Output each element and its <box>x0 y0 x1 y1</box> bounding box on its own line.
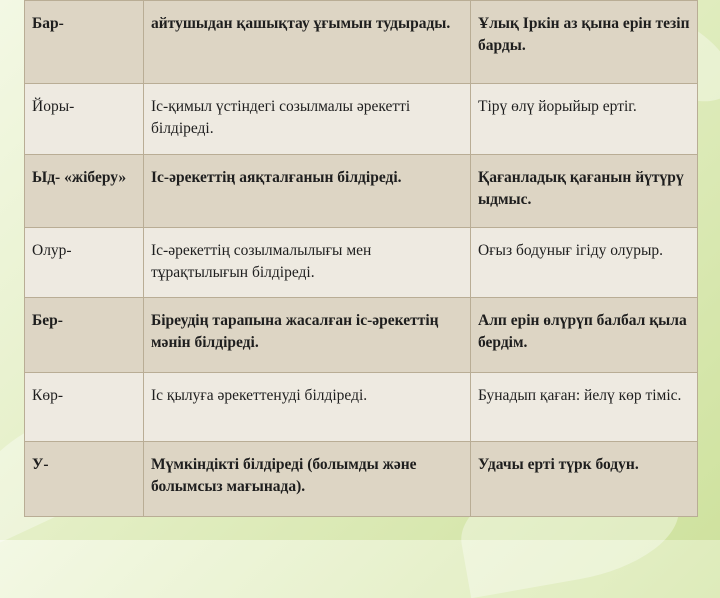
meaning-cell: Іс-әрекеттің созылмалылығы мен тұрақтылығын білдіреді. <box>144 228 471 298</box>
meaning-cell: айтушыдан қашықтау ұғымын тудырады. <box>144 0 471 84</box>
example-cell: Қағанладық қағанын йүтүрү ыдмыс. <box>471 155 698 228</box>
meaning-cell: Мүмкіндікті білдіреді (болымды және болымсыз мағынада). <box>144 442 471 517</box>
verb-cell: У- <box>24 442 144 517</box>
meaning-cell: Біреудің тарапына жасалған іс-әрекеттің мәнін білдіреді. <box>144 298 471 373</box>
meaning-cell: Іс-әрекеттің аяқталғанын білдіреді. <box>144 155 471 228</box>
meaning-cell: Іс-қимыл үстіндегі созылмалы әрекетті білдіреді. <box>144 84 471 155</box>
verb-cell: Йоры- <box>24 84 144 155</box>
meaning-cell: Іс қылуға әрекеттенуді білдіреді. <box>144 373 471 442</box>
example-cell: Тірү өлү йорыйыр ертіг. <box>471 84 698 155</box>
example-cell: Алп ерін өлүрүп балбал қыла бердім. <box>471 298 698 373</box>
verb-cell: Көр- <box>24 373 144 442</box>
verb-cell: Олур- <box>24 228 144 298</box>
example-cell: Удачы ерті түрк бодун. <box>471 442 698 517</box>
verb-examples-table <box>24 0 698 517</box>
example-cell: Оғыз бодунығ ігіду олурыр. <box>471 228 698 298</box>
verb-cell: Бар- <box>24 0 144 84</box>
example-cell: Ұлық Іркін аз қына ерін тезіп барды. <box>471 0 698 84</box>
example-cell: Бунадып қаған: йелү көр тіміс. <box>471 373 698 442</box>
verb-cell: Бер- <box>24 298 144 373</box>
verb-cell: Ыд- «жіберу» <box>24 155 144 228</box>
